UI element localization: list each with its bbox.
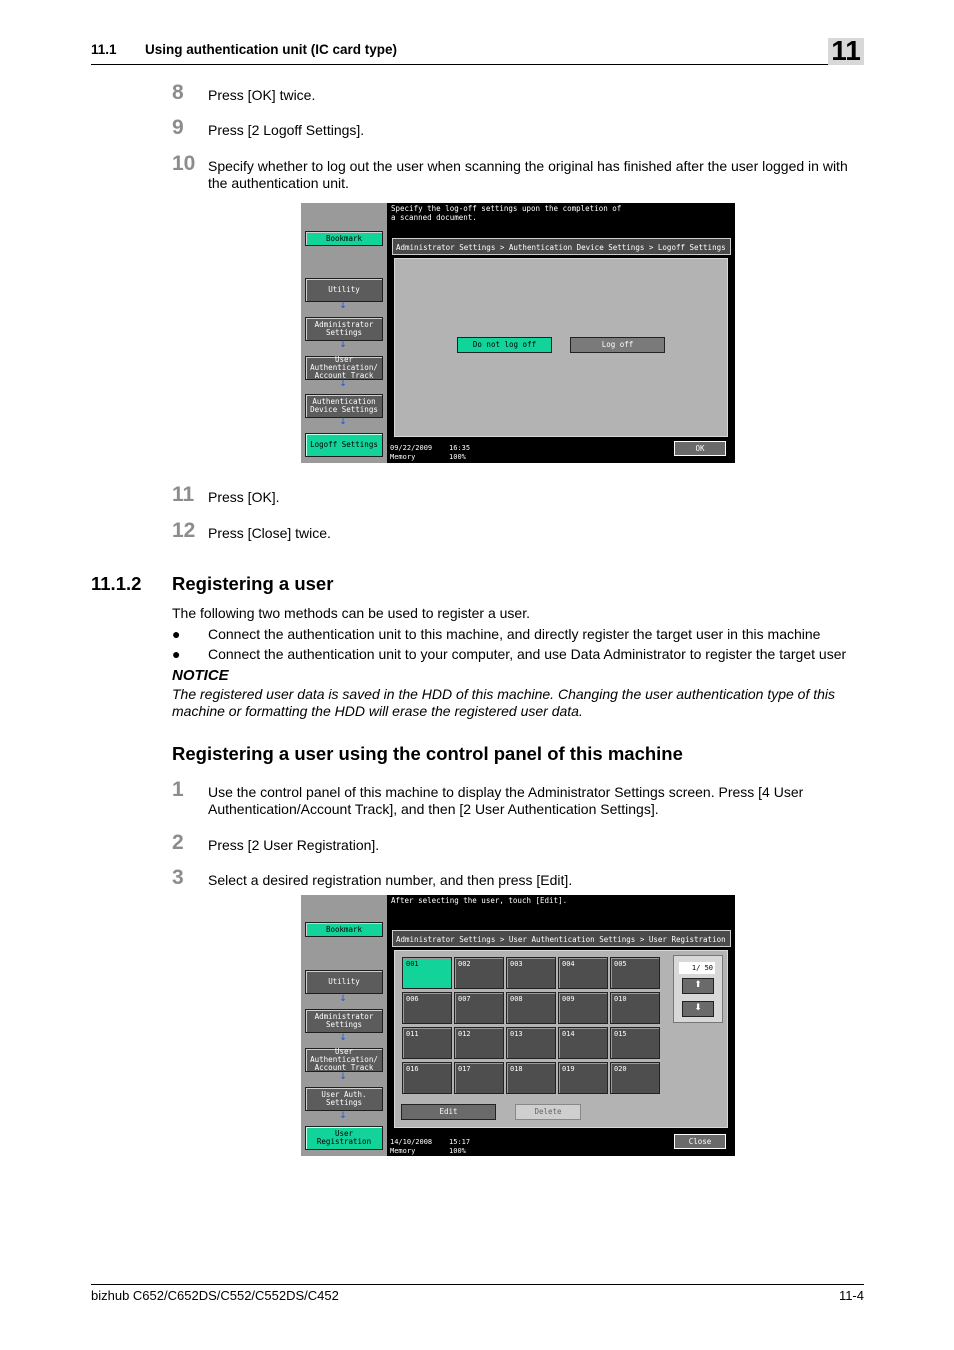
running-header — [91, 42, 397, 57]
administrator-settings-button[interactable]: Administrator Settings — [305, 317, 383, 341]
status-memory — [390, 1147, 466, 1155]
chapter-number: 11 — [831, 35, 861, 66]
arrow-down-icon: ↓ — [339, 1111, 347, 1121]
settings-area — [394, 258, 728, 437]
step-number: 12 — [172, 519, 196, 542]
user-cell[interactable]: 003 — [506, 957, 556, 989]
footer-rule — [91, 1284, 864, 1285]
user-registration-button[interactable]: User Registration — [305, 1126, 383, 1150]
user-cell[interactable]: 006 — [402, 992, 452, 1024]
status-date-time — [390, 1138, 470, 1146]
arrow-down-icon: ↓ — [339, 379, 347, 389]
authentication-device-settings-button[interactable]: Authentication Device Settings — [305, 394, 383, 418]
arrow-down-icon: ↓ — [339, 994, 347, 1004]
user-cell[interactable]: 009 — [558, 992, 608, 1024]
step-text: Select a desired registration number, and then press [Edit]. — [208, 872, 573, 888]
user-cell[interactable]: 005 — [610, 957, 660, 989]
user-cell[interactable]: 015 — [610, 1027, 660, 1059]
user-cell[interactable]: 008 — [506, 992, 556, 1024]
user-cell[interactable]: 002 — [454, 957, 504, 989]
step-text: Press [OK] twice. — [208, 87, 316, 103]
administrator-settings-button[interactable]: Administrator Settings — [305, 1009, 383, 1033]
notice-text: The registered user data is saved in the HDD of this machine. Changing the user authentication type of this machine or formatting the HDD will erase the registered user data. — [172, 686, 836, 719]
page-up-icon[interactable]: ⬆ — [682, 978, 714, 994]
bookmark-button[interactable]: Bookmark — [305, 231, 383, 246]
user-cell[interactable]: 017 — [454, 1062, 504, 1094]
step-text: Press [OK]. — [208, 489, 280, 505]
status-date: 14/10/2008 — [390, 1138, 433, 1146]
step-number: 11 — [172, 483, 195, 506]
user-registration-screen — [301, 895, 735, 1156]
user-cell[interactable]: 007 — [454, 992, 504, 1024]
page-indicator: 1/ 50 — [679, 962, 715, 974]
arrow-down-icon: ↓ — [339, 301, 347, 311]
breadcrumb: Administrator Settings > Authentication Device Settings > Logoff Settings — [392, 238, 731, 255]
section-heading-title: Registering a user — [172, 573, 334, 594]
step-number: 2 — [172, 831, 184, 854]
user-auth-settings-button[interactable]: User Auth. Settings — [305, 1087, 383, 1111]
user-authentication-button[interactable]: User Authentication/ Account Track — [305, 356, 383, 380]
step-number: 8 — [172, 81, 184, 104]
memory-value: 100% — [449, 453, 466, 461]
logoff-settings-screen — [301, 203, 735, 463]
logoff-settings-button[interactable]: Logoff Settings — [305, 433, 383, 457]
section-heading-number: 11.1.2 — [91, 573, 142, 594]
arrow-down-icon: ↓ — [339, 340, 347, 350]
section-number: 11.1 — [91, 42, 117, 57]
header-rule — [91, 64, 864, 65]
user-cell[interactable]: 010 — [610, 992, 660, 1024]
screen-message: After selecting the user, touch [Edit]. — [391, 896, 568, 905]
step-text: Use the control panel of this machine to display the Administrator Settings screen. Press [4 User Authentication/Account Track], and then [2 User Authentication Settings]. — [208, 784, 804, 817]
status-time: 16:35 — [449, 444, 471, 452]
utility-button[interactable]: Utility — [305, 970, 383, 994]
status-date: 09/22/2009 — [390, 444, 433, 452]
intro-text: The following two methods can be used to register a user. — [172, 605, 530, 621]
breadcrumb: Administrator Settings > User Authentication Settings > User Registration — [392, 930, 731, 947]
status-memory — [390, 453, 466, 461]
step-text: Press [Close] twice. — [208, 525, 331, 541]
user-cell[interactable]: 012 — [454, 1027, 504, 1059]
step-number: 10 — [172, 152, 196, 175]
step-number: 9 — [172, 116, 184, 139]
close-button[interactable]: Close — [674, 1134, 726, 1149]
user-cell[interactable]: 001 — [402, 957, 452, 989]
footer-page-number: 11-4 — [838, 1288, 864, 1303]
user-cell[interactable]: 018 — [506, 1062, 556, 1094]
step-text: Press [2 Logoff Settings]. — [208, 122, 365, 138]
bullet-text: Connect the authentication unit to your computer, and use Data Administrator to register the target user — [208, 646, 847, 662]
user-cell[interactable]: 014 — [558, 1027, 608, 1059]
memory-label: Memory — [390, 1147, 416, 1155]
arrow-down-icon: ↓ — [339, 1072, 347, 1082]
subsection-heading: Registering a user using the control panel of this machine — [172, 743, 683, 764]
section-title: Using authentication unit (IC card type) — [145, 42, 398, 57]
ok-button[interactable]: OK — [674, 441, 726, 456]
user-cell[interactable]: 016 — [402, 1062, 452, 1094]
arrow-down-icon: ↓ — [339, 417, 347, 427]
user-cell[interactable]: 013 — [506, 1027, 556, 1059]
bookmark-button[interactable]: Bookmark — [305, 922, 383, 937]
arrow-down-icon: ↓ — [339, 1033, 347, 1043]
edit-button[interactable]: Edit — [401, 1104, 496, 1120]
user-cell[interactable]: 011 — [402, 1027, 452, 1059]
user-cell[interactable]: 019 — [558, 1062, 608, 1094]
user-cell[interactable]: 004 — [558, 957, 608, 989]
footer-model: bizhub C652/C652DS/C552/C552DS/C452 — [91, 1288, 339, 1303]
step-text: Specify whether to log out the user when scanning the original has finished after the user logged in with the authentication unit. — [208, 158, 848, 191]
do-not-log-off-button[interactable]: Do not log off — [457, 337, 552, 353]
log-off-button[interactable]: Log off — [570, 337, 665, 353]
user-cell[interactable]: 020 — [610, 1062, 660, 1094]
memory-label: Memory — [390, 453, 416, 461]
user-authentication-button[interactable]: User Authentication/ Account Track — [305, 1048, 383, 1072]
bullet-text: Connect the authentication unit to this machine, and directly register the target user in this machine — [208, 626, 821, 642]
status-date-time — [390, 444, 470, 452]
step-text: Press [2 User Registration]. — [208, 837, 380, 853]
section-heading — [91, 573, 333, 595]
delete-button[interactable]: Delete — [515, 1104, 581, 1120]
step-number: 1 — [172, 778, 184, 801]
step-number: 3 — [172, 866, 184, 889]
notice-title: NOTICE — [172, 667, 229, 684]
page-down-icon[interactable]: ⬇ — [682, 1001, 714, 1017]
utility-button[interactable]: Utility — [305, 278, 383, 302]
memory-value: 100% — [449, 1147, 466, 1155]
screen-message: Specify the log-off settings upon the completion of a scanned document. — [391, 204, 622, 222]
status-time: 15:17 — [449, 1138, 471, 1146]
